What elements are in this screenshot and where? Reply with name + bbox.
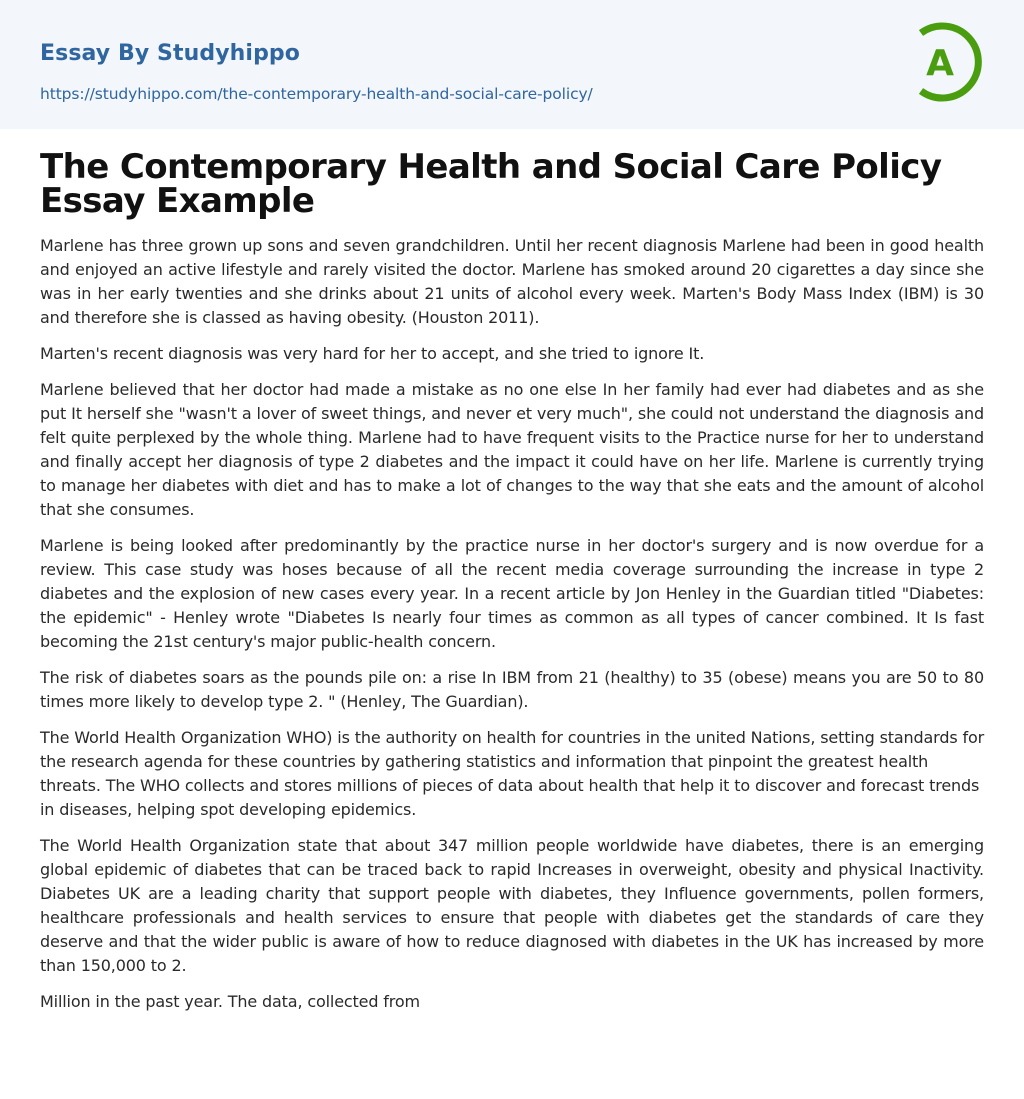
- paragraph: The risk of diabetes soars as the pounds pile on: a rise In IBM from 21 (healthy) to 35 (obese) means you are 50 to 80 times more likely to develop type 2. " (Henley, The Guardian).: [40, 668, 984, 711]
- paragraph: Marlene is being looked after predominantly by the practice nurse in her doctor's surgery and is now overdue for a review. This case study was hoses because of all the recent media coverage surrounding the increase in type 2 diabetes and the explosion of new cases every year. In a recent article by Jon Henley in the Guardian titled "Diabetes: the epidemic" - Henley wrote "Diabetes Is nearly four times as common as all types of cancer combined. It Is fast becoming the 21st century's major public-health concern.: [40, 536, 984, 651]
- page-title: The Contemporary Health and Social Care Policy Essay Example: [40, 147, 942, 221]
- paragraph: The World Health Organization state that about 347 million people worldwide have diabetes, there is an emerging global epidemic of diabetes that can be traced back to rapid Increases in overweight, obesity and physical Inactivity. Diabetes UK are a leading charity that support people with diabetes, they Influence governments, pollen formers, healthcare professionals and health services to ensure that people with diabetes get the standards of care they deserve and that the wider public is aware of how to reduce diagnosed with diabetes in the UK has increased by more than 150,000 to 2.: [40, 836, 984, 975]
- paragraph: The World Health Organization WHO) is the authority on health for countries in the united Nations, setting standards for the research agenda for these countries by gathering statistics and information that pinpoint the greatest health threats. The WHO collects and stores millions of pieces of data about health that help it to discover and forecast trends in diseases, helping spot developing epidemics.: [40, 728, 985, 819]
- studyhippo-logo-icon[interactable]: [912, 19, 986, 105]
- paragraph: Marlene believed that her doctor had made a mistake as no one else In her family had ever had diabetes and as she put It herself she "wasn't a lover of sweet things, and never et very much", she could not understand the diagnosis and felt quite perplexed by the whole thing. Marlene had to have frequent visits to the Practice nurse for her to understand and finally accept her diagnosis of type 2 diabetes and the impact it could have on her life. Marlene is currently trying to manage her diabetes with diet and has to make a lot of changes to the way that she eats and the amount of alcohol that she consumes.: [40, 380, 984, 519]
- paragraph: Marlene has three grown up sons and seven grandchildren. Until her recent diagnosis Marlene had been in good health and enjoyed an active lifestyle and rarely visited the doctor. Marlene has smoked around 20 cigarettes a day since she was in her early twenties and she drinks about 21 units of alcohol every week. Marten's Body Mass Index (IBM) is 30 and therefore she is classed as having obesity. (Houston 2011).: [40, 236, 984, 327]
- paragraph: Million in the past year. The data, collected from: [40, 992, 420, 1011]
- source-url-link[interactable]: https://studyhippo.com/the-contemporary-health-and-social-care-policy/: [40, 85, 593, 103]
- article: [0, 147, 1024, 1014]
- paragraph: Marten's recent diagnosis was very hard for her to accept, and she tried to ignore It.: [40, 344, 705, 363]
- logo-letter: A: [926, 43, 954, 84]
- site-header: [0, 0, 1024, 129]
- brand-title: Essay By Studyhippo: [40, 41, 300, 66]
